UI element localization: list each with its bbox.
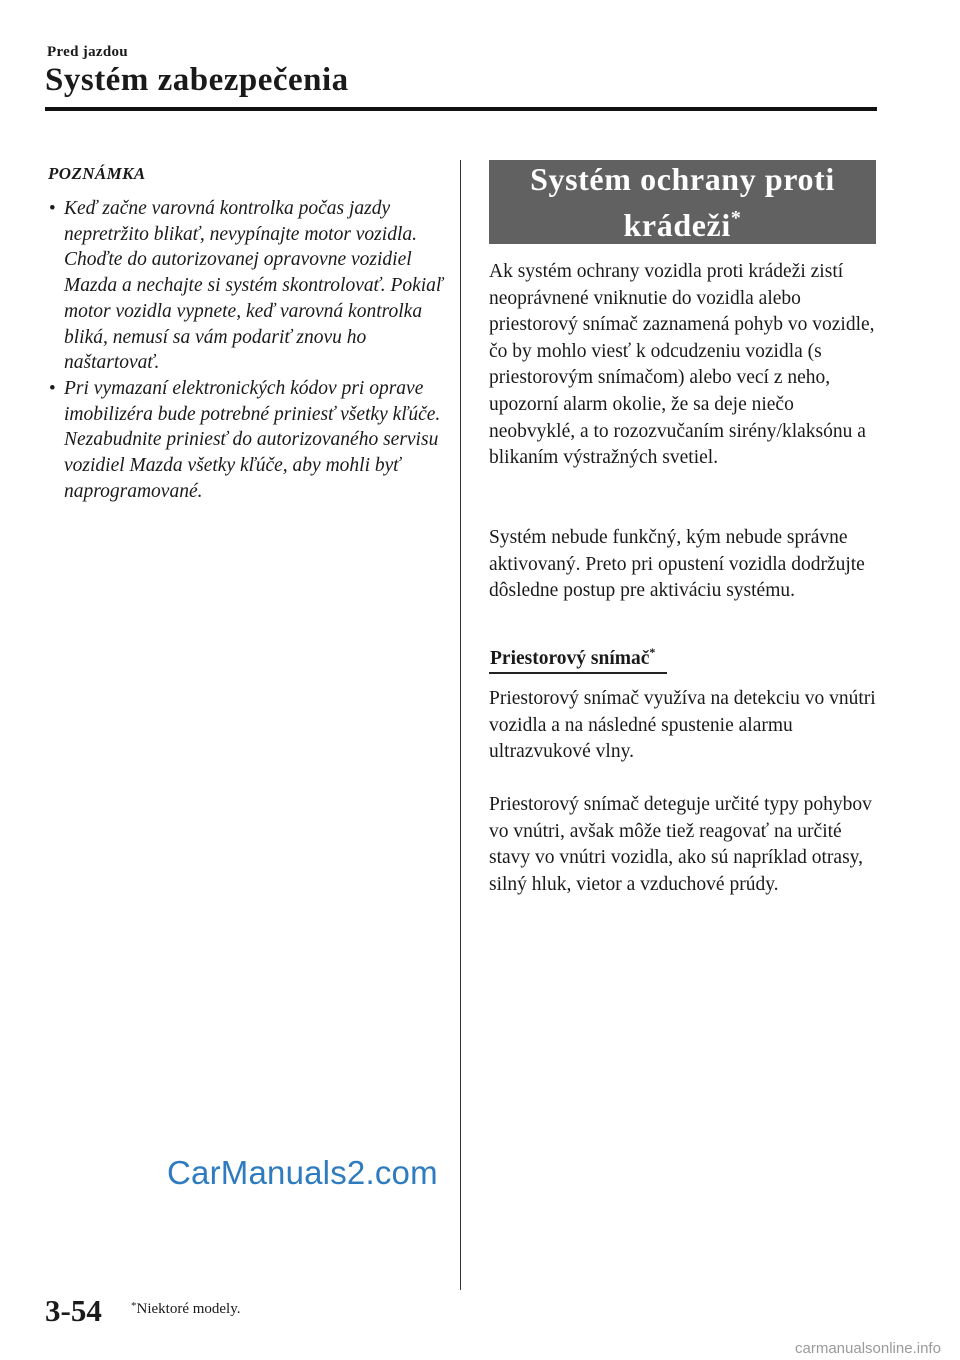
column-divider bbox=[460, 160, 461, 1290]
paragraph-activation: Systém nebude funkčný, kým nebude správne aktivovaný. Preto pri opustení vozidla dodržujte dôsledne postup pre aktiváciu systému. bbox=[489, 527, 865, 602]
banner-title bbox=[530, 160, 835, 245]
note-item bbox=[48, 196, 448, 376]
note-list bbox=[48, 196, 448, 504]
bullet-icon: • bbox=[49, 198, 56, 219]
paragraph-sensor-function: Priestorový snímač využíva na detekciu vo vnútri vozidla a na následné spustenie alarmu ultrazvukové vlny. bbox=[489, 688, 876, 763]
title-rule bbox=[45, 107, 877, 111]
watermark-logo: CarManuals2.com bbox=[167, 1154, 438, 1191]
page-number: 3-54 bbox=[45, 1293, 102, 1328]
subheading-rule bbox=[489, 672, 667, 674]
footnote-marker: * bbox=[131, 1300, 137, 1312]
section-banner bbox=[489, 160, 876, 244]
note-heading: POZNÁMKA bbox=[48, 164, 146, 183]
paragraph-intro: Ak systém ochrany vozidla proti krádeži zistí neoprávnené vniknutie do vozidla alebo priestorový snímač zaznamená pohyb vo vozidle, čo by mohlo viesť k odcudzeniu vozidla (s priestorovým snímačom) alebo vecí z neho, upozorní alarm okolie, že sa deje niečo neobvyklé, a to rozozvučaním sirény/klaksónu a blikaním výstražných svetiel. bbox=[489, 261, 875, 469]
bullet-icon: • bbox=[49, 377, 56, 399]
footnote-text: Niektoré modely. bbox=[136, 1301, 241, 1317]
page-title: Systém zabezpečenia bbox=[45, 62, 349, 98]
source-watermark: carmanualsonline.info bbox=[795, 1340, 941, 1357]
footnote bbox=[131, 1300, 241, 1318]
banner-title-line1: Systém ochrany proti bbox=[530, 160, 835, 197]
paragraph-sensor-detection: Priestorový snímač deteguje určité typy pohybov vo vnútri, avšak môže tiež reagovať na určité stavy vo vnútri vozidla, ako sú napríklad otrasy, silný hluk, vietor a vzduchové prúdy. bbox=[489, 794, 872, 895]
note-item bbox=[48, 376, 448, 505]
note-item-text: Pri vymazaní elektronických kódov pri oprave imobilizéra bude potrebné priniesť všetky kľúče. Nezabudnite priniesť do autorizovaného servisu vozidiel Mazda všetky kľúče, aby mohli byť naprogramované. bbox=[64, 377, 441, 502]
footnote-marker: * bbox=[730, 206, 742, 229]
subheading-interior-sensor bbox=[490, 645, 655, 670]
subheading-text: Priestorový snímač bbox=[490, 648, 650, 669]
section-label: Pred jazdou bbox=[47, 44, 128, 60]
footnote-marker: * bbox=[649, 645, 656, 659]
banner-title-line2: krádeži bbox=[623, 206, 731, 243]
note-item-text: Keď začne varovná kontrolka počas jazdy nepretržito blikať, nevypínajte motor vozidla. Choďte do autorizovanej opravovne vozidiel Mazda a nechajte si systém skontrolovať. Pokiaľ motor vozidla vypnete, keď varovná kontrolka bliká, nemusí sa vám podariť znovu ho naštartovať. bbox=[64, 198, 444, 374]
